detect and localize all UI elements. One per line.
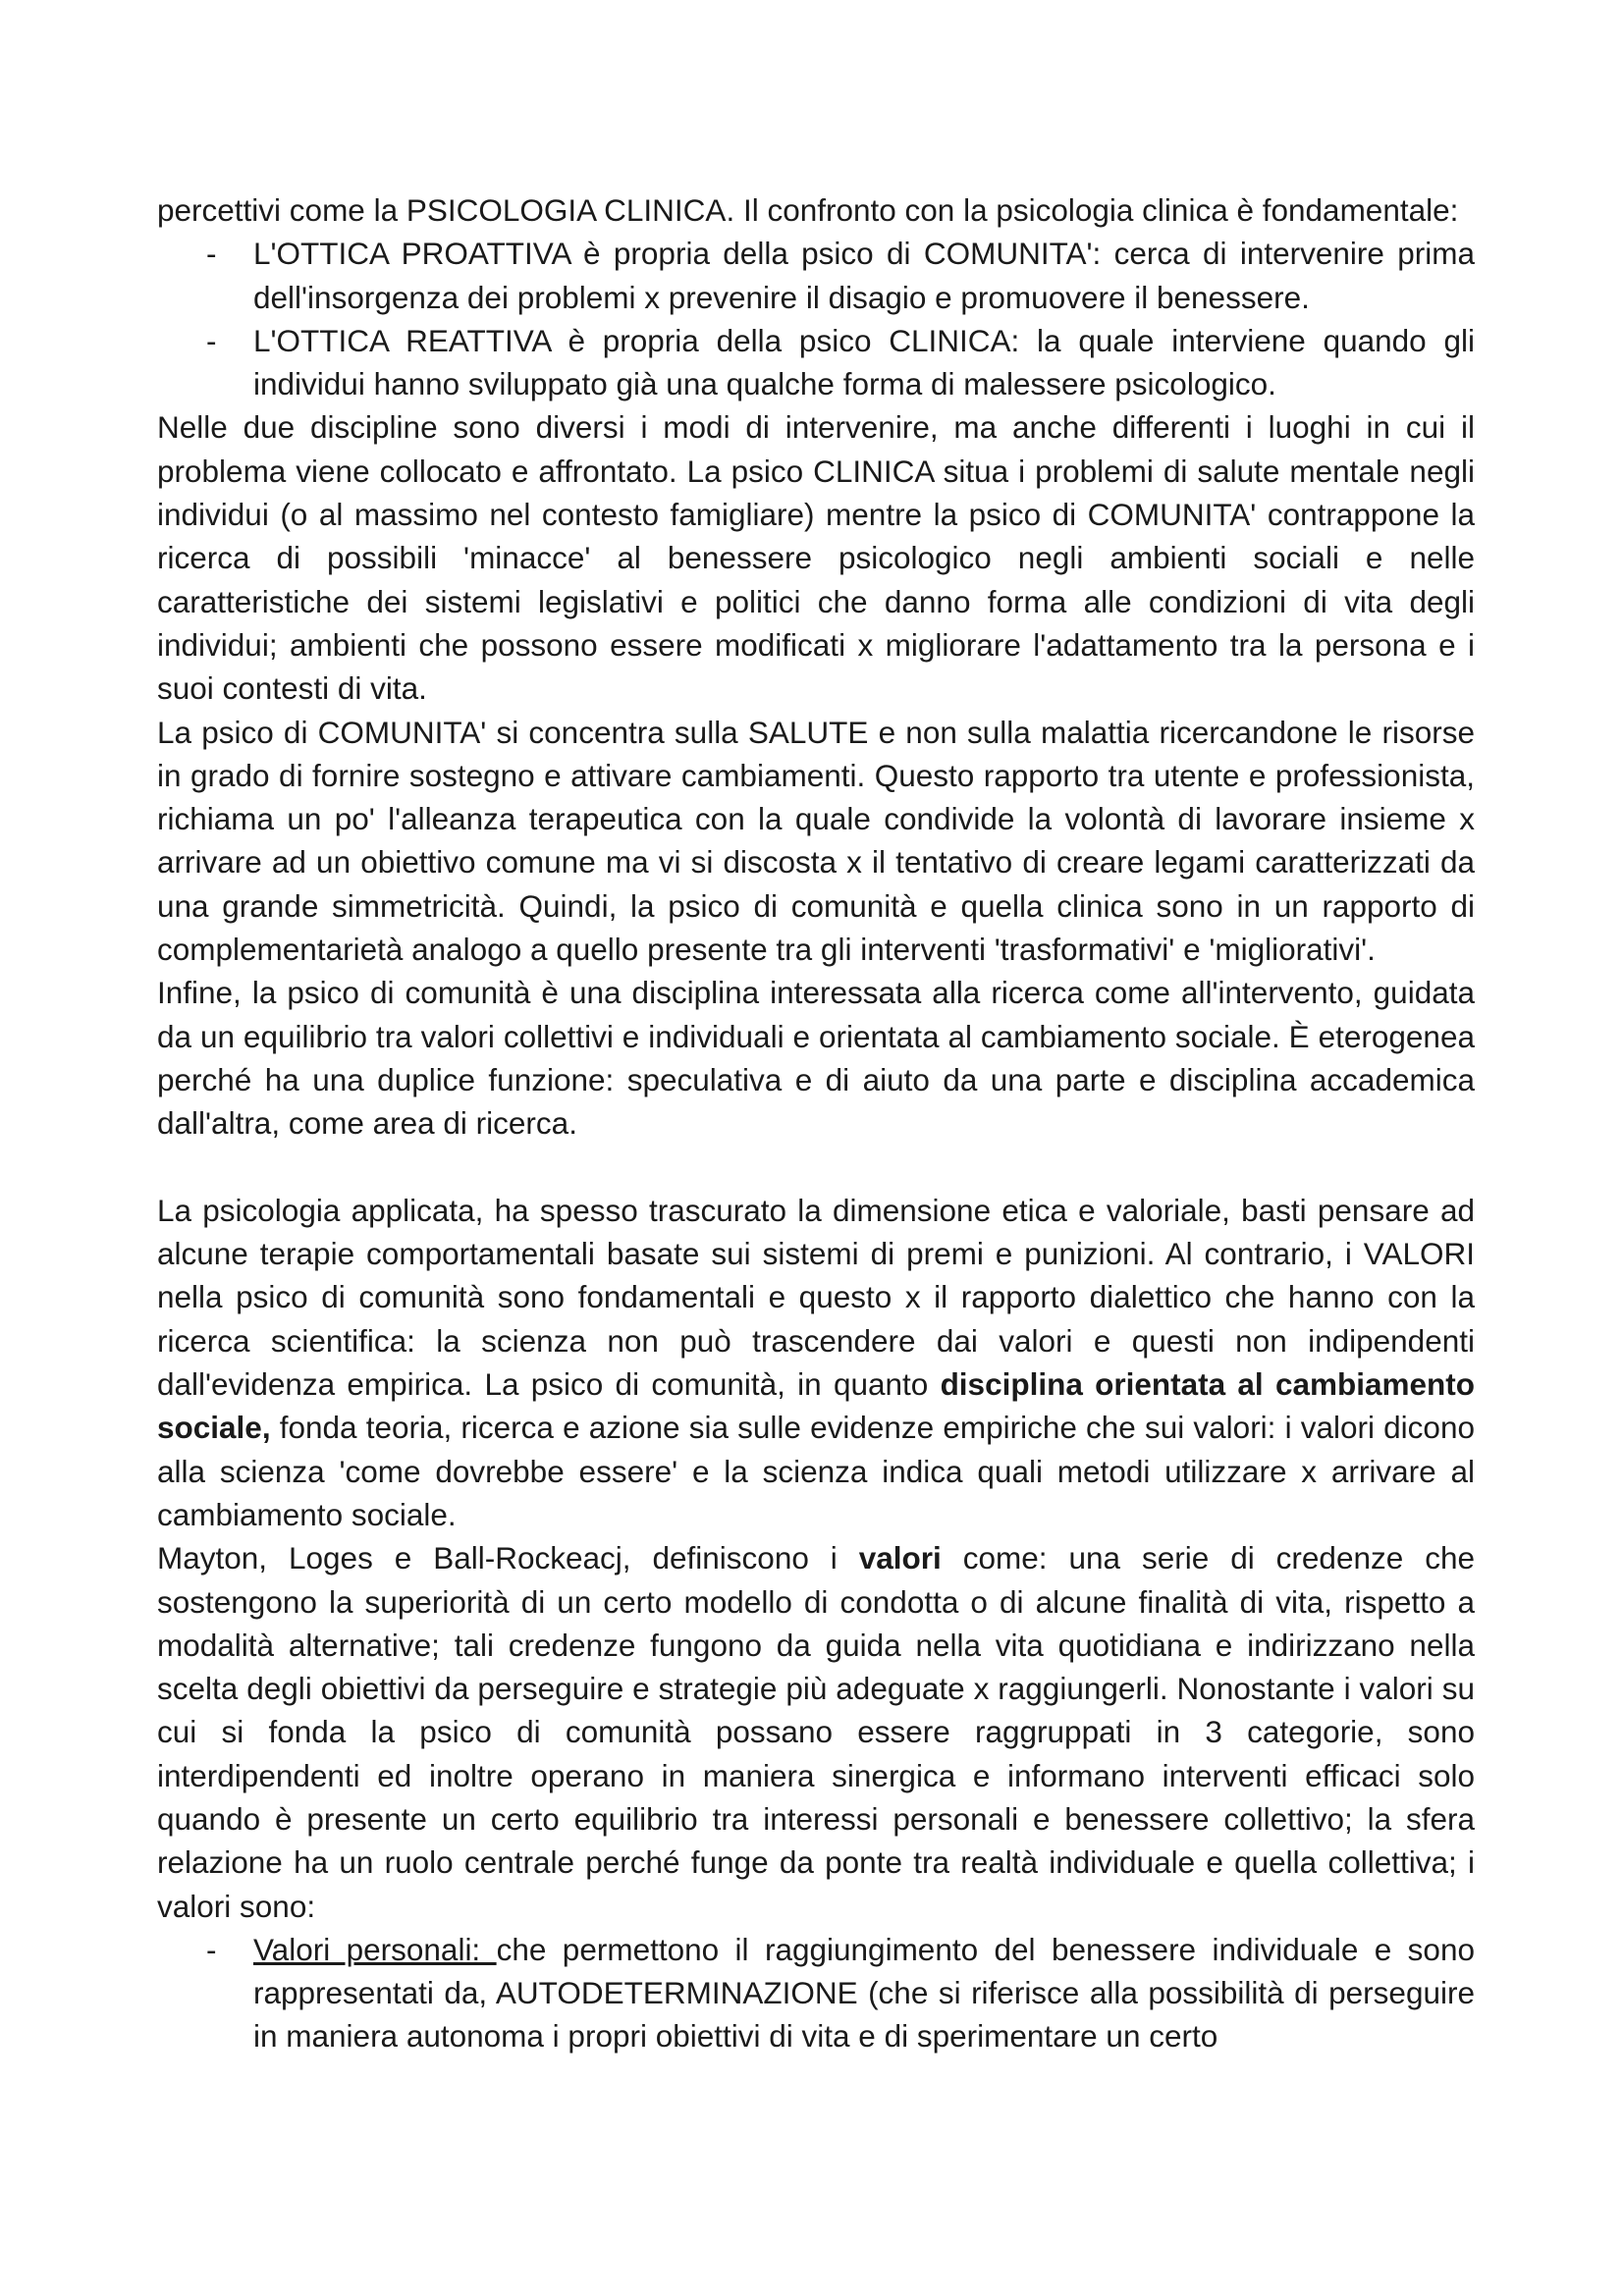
text-run: come: una serie di credenze che sostengono la superiorità di un certo modello di condotta o di alcune finalità di vita, rispetto a modalità alternative; tali credenze fungono da guida nella vita quotidiana e indirizzano nella scelta degli obiettivi da perseguire e strategie più adeguate x raggiungerli. Nonostante i valori su cui si fonda la psico di comunità possano essere raggruppati in 3 categorie, sono interdipendenti ed inoltre operano in maniera sinergica e informano interventi efficaci solo quando è presente un certo equilibrio tra interessi personali e benessere collettivo; la sfera relazione ha un ruolo centrale perché funge da ponte tra realtà individuale e quella collettiva; i valori sono: <box>157 1540 1475 1924</box>
paragraph-salute: La psico di COMUNITA' si concentra sulla SALUTE e non sulla malattia ricercandone le risorse in grado di fornire sostegno e attivare cambiamenti. Questo rapporto tra utente e professionista, richiama un po' l'alleanza terapeutica con la quale condivide la volontà di lavorare insieme x arrivare ad un obiettivo comune ma vi si discosta x il tentativo di creare legami caratterizzati da una grande simmetricità. Quindi, la psico di comunità e quella clinica sono in un rapporto di complementarietà analogo a quello presente tra gli interventi 'trasformativi' e 'migliorativi'. <box>157 714 1475 968</box>
bullet-dash: - <box>206 1931 217 1967</box>
bullet-dash: - <box>206 236 217 272</box>
text-run: La psicologia applicata, ha spesso trascurato la dimensione etica e valoriale, basti pensare ad alcune terapie comportamentali basate sui sistemi di premi e punizioni. Al contrario, i VALORI nella psico di comunità sono fondamentali e questo x il rapporto dialettico che hanno con la ricerca scientifica: la scienza non può trascendere dai valori e questi non indipendenti dall'evidenza empirica. La psico di comunità, in quanto <box>157 1192 1475 1403</box>
list-item-valori-personali <box>157 1928 1475 2058</box>
list-item-text: L'OTTICA REATTIVA è propria della psico CLINICA: la quale interviene quando gli individui hanno sviluppato già una qualche forma di malessere psicologico. <box>253 322 1475 402</box>
bold-text: disciplina orientata al cambiamento sociale, <box>157 1366 1475 1446</box>
text-run: fonda teoria, ricerca e azione sia sulle evidenze empiriche che sui valori: i valori dicono alla scienza 'come dovrebbe essere' e la scienza indica quali metodi utilizzare x arrivare al cambiamento sociale. <box>157 1410 1475 1532</box>
paragraph-intro: percettivi come la PSICOLOGIA CLINICA. Il confronto con la psicologia clinica è fondamentale: <box>157 192 1459 228</box>
text-run: Mayton, Loges e Ball-Rockeacj, definiscono i <box>157 1540 859 1576</box>
list-item-text: L'OTTICA PROATTIVA è propria della psico di COMUNITA': cerca di intervenire prima dell'insorgenza dei problemi x prevenire il disagio e promuovere il benessere. <box>253 236 1475 315</box>
paragraph-psicologia-applicata <box>157 1189 1475 1536</box>
bullet-dash: - <box>206 322 217 358</box>
blank-line <box>157 1146 1475 1189</box>
list-item-reattiva <box>157 319 1475 406</box>
paragraph-infine: Infine, la psico di comunità è una disciplina interessata alla ricerca come all'intervento, guidata da un equilibrio tra valori collettivi e individuali e orientata al cambiamento sociale. È eterogenea perché ha una duplice funzione: speculativa e di aiuto da una parte e disciplina accademica dall'altra, come area di ricerca. <box>157 975 1475 1142</box>
paragraph-valori-definizione <box>157 1536 1475 1928</box>
bold-text: valori <box>858 1540 942 1576</box>
list-item-text: che permettono il raggiungimento del benessere individuale e sono rappresentati da, AUTODETERMINAZIONE (che si riferisce alla possibilità di perseguire in maniera autonoma i propri obiettivi di vita e di sperimentare un certo <box>253 1931 1475 2055</box>
paragraph-discipline: Nelle due discipline sono diversi i modi di intervenire, ma anche differenti i luoghi in cui il problema viene collocato e affrontato. La psico CLINICA situa i problemi di salute mentale negli individui (o al massimo nel contesto famigliare) mentre la psico di COMUNITA' contrappone la ricerca di possibili 'minacce' al benessere psicologico negli ambienti sociali e nelle caratteristiche dei sistemi legislativi e politici che danno forma alle condizioni di vita degli individui; ambienti che possono essere modificati x migliorare l'adattamento tra la persona e i suoi contesti di vita. <box>157 409 1475 707</box>
underlined-text: Valori personali: <box>253 1931 497 1967</box>
document-page <box>157 188 1475 2058</box>
list-item-proattiva <box>157 232 1475 319</box>
